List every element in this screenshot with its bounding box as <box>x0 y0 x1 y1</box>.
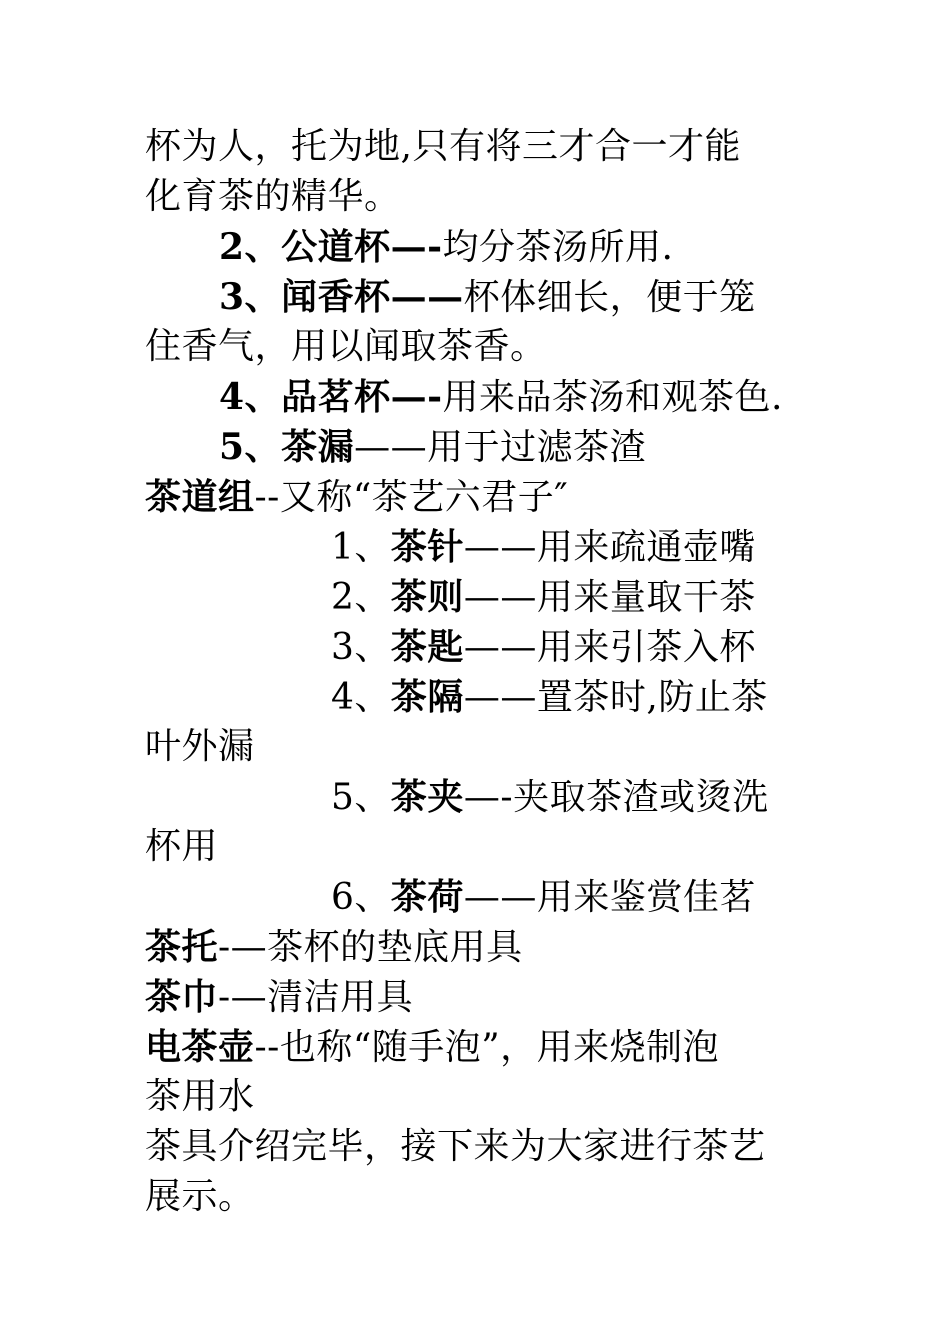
tea-set-item-number: 5、 <box>331 777 391 818</box>
cup-item-description: 杯体细长，便于笼 <box>463 277 756 318</box>
tea-set-item-description: 用来疏通壶嘴 <box>536 527 756 568</box>
tea-set-item-number: 4、 <box>331 677 391 718</box>
tea-set-item-description: 用来鉴赏佳茗 <box>536 877 756 918</box>
tea-set-item-name: 茶匙 <box>390 626 464 668</box>
tea-set-item-separator: —— <box>463 577 537 618</box>
cup-item-number: 5、 <box>219 426 282 468</box>
tea-set-item-name: 茶隔 <box>390 676 464 718</box>
cup-item-number: 4、 <box>219 376 282 418</box>
intro-line-2: 化育茶的精华。 <box>145 176 401 217</box>
cup-item-wenxiang <box>145 272 810 322</box>
cup-item-chalou <box>145 422 810 472</box>
closing-line-2: 展示。 <box>145 1176 255 1217</box>
tea-set-item-separator: —— <box>463 677 537 718</box>
cup-item-gongdao <box>145 222 810 272</box>
cup-item-continuation: 住香气，用以闻取茶香。 <box>145 326 547 367</box>
tea-set-item-chahe <box>145 872 810 922</box>
tea-set-item-description: 夹取茶渣或烫洗 <box>513 777 769 818</box>
other-item-description: -—茶杯的垫底用具 <box>218 927 523 968</box>
cup-item-pinming <box>145 372 810 422</box>
tea-set-heading <box>145 472 810 522</box>
tea-set-item-chazhen <box>145 522 810 572</box>
cup-item-name: 公道杯 <box>281 226 391 268</box>
other-item-chajin <box>145 972 810 1022</box>
tea-set-item-description: 置茶时,防止茶 <box>536 677 768 718</box>
tea-set-item-number: 3、 <box>331 627 391 668</box>
other-item-chatuo <box>145 922 810 972</box>
cup-item-separator: —— <box>354 427 428 468</box>
tea-set-item-name: 茶则 <box>390 576 464 618</box>
cup-item-description: 用来品茶汤和观茶色. <box>442 377 783 418</box>
cup-item-name: 闻香杯 <box>281 276 391 318</box>
cup-item-name: 品茗杯 <box>281 376 391 418</box>
tea-set-item-description: 用来量取干茶 <box>536 577 756 618</box>
tea-set-item-separator: —— <box>463 527 537 568</box>
tea-set-item-number: 1、 <box>331 527 391 568</box>
closing-line-1: 茶具介绍完毕，接下来为大家进行茶艺 <box>145 1126 766 1167</box>
tea-set-item-number: 2、 <box>331 577 391 618</box>
cup-item-number: 3、 <box>219 276 282 318</box>
other-item-name: 茶巾 <box>145 976 219 1018</box>
tea-set-item-continuation: 杯用 <box>145 826 219 867</box>
tea-set-item-name: 茶夹 <box>390 776 464 818</box>
tea-set-item-number: 6、 <box>331 877 391 918</box>
tea-set-item-separator: —— <box>463 877 537 918</box>
tea-set-item-continuation: 叶外漏 <box>145 726 255 767</box>
tea-set-item-chaze <box>145 572 810 622</box>
cup-item-separator: —— <box>390 276 464 318</box>
tea-set-item-separator: —- <box>463 777 514 818</box>
tea-set-item-name: 茶荷 <box>390 876 464 918</box>
intro-line-1: 杯为人，托为地,只有将三才合一才能 <box>145 126 741 167</box>
tea-set-item-chajia <box>145 772 810 822</box>
cup-item-number: 2、 <box>219 226 282 268</box>
tea-set-item-chachi <box>145 622 810 672</box>
cup-item-description: 用于过滤茶渣 <box>427 427 647 468</box>
other-item-description: -—清洁用具 <box>218 977 414 1018</box>
cup-item-separator: —- <box>390 376 443 418</box>
document-body <box>145 122 810 1222</box>
other-item-continuation: 茶用水 <box>145 1076 255 1117</box>
cup-item-name: 茶漏 <box>281 426 355 468</box>
tea-set-subtitle: --又称“茶艺六君子″ <box>254 477 569 518</box>
other-item-name: 电茶壶 <box>145 1026 255 1068</box>
other-item-dianchahu <box>145 1022 810 1072</box>
cup-item-separator: —- <box>390 226 443 268</box>
tea-set-item-name: 茶针 <box>390 526 464 568</box>
tea-set-item-description: 用来引茶入杯 <box>536 627 756 668</box>
tea-set-item-chage <box>145 672 810 722</box>
other-item-name: 茶托 <box>145 926 219 968</box>
cup-item-description: 均分茶汤所用. <box>442 227 674 268</box>
tea-set-title: 茶道组 <box>145 476 255 518</box>
tea-set-item-separator: —— <box>463 627 537 668</box>
other-item-description: --也称“随手泡”，用来烧制泡 <box>254 1027 720 1068</box>
